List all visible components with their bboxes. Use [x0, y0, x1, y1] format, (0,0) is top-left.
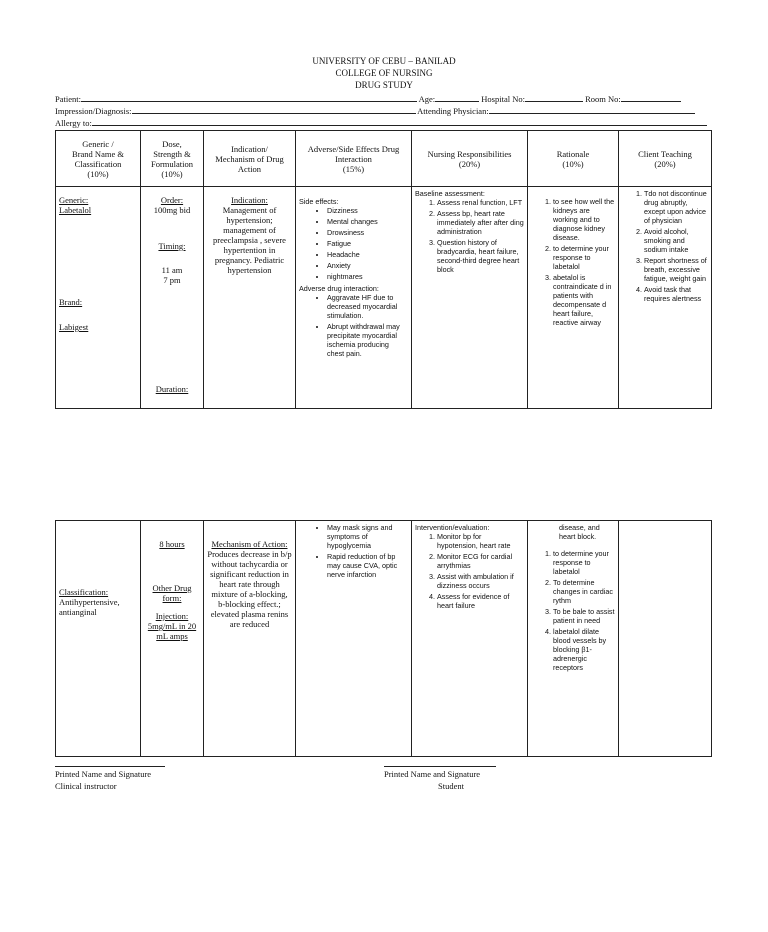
university-name: UNIVERSITY OF CEBU – BANILAD	[312, 56, 456, 66]
adverse-list-cont	[299, 523, 408, 579]
generic-label: Generic:	[59, 195, 89, 205]
table-row	[56, 187, 712, 409]
indication-label: Indication:	[231, 195, 268, 205]
drug-study-table-page2	[55, 520, 712, 757]
list-item: 1. to determine your response to labetalol	[553, 549, 615, 576]
list-item: 3. Assist with ambulation if dizziness occurs	[437, 572, 524, 590]
teaching-cell	[619, 187, 712, 409]
classification-label: Classification:	[59, 587, 109, 597]
dose-cell	[141, 187, 204, 409]
brand-label: Brand:	[59, 297, 83, 307]
dose-cell-cont	[141, 521, 204, 757]
list-item: 2. Assess bp, heart rate immediately after after ding administration	[437, 209, 524, 236]
classification-text: Antihypertensive, antianginal	[59, 597, 120, 617]
attending-label: Attending Physician:	[417, 106, 489, 116]
document-title: DRUG STUDY	[355, 80, 413, 90]
adverse-cell-cont	[296, 521, 412, 757]
list-item: 3. Report shortness of breath, excessive fatigue, weight gain	[644, 256, 708, 283]
timing-value-2: 7 pm	[163, 275, 181, 285]
allergy-label: Allergy to:	[55, 118, 92, 128]
signature-role-instructor: Clinical instructor	[55, 781, 117, 791]
list-item: 1. Monitor bp for hypotension, heart rate	[437, 532, 524, 550]
list-item: 1. to see how well the kidneys are working and to diagnose kidney disease.	[553, 197, 615, 242]
patient-label: Patient:	[55, 94, 81, 104]
injection-value: 5mg/mL in 20 mL amps	[147, 621, 197, 641]
impression-row	[55, 105, 695, 116]
rationale-continued: disease, and heart block.	[559, 523, 600, 541]
signature-label-instructor: Printed Name and Signature	[55, 769, 152, 779]
list-item: • Drowsiness	[327, 228, 408, 237]
col-rationale-header: Rationale (10%)	[528, 131, 619, 187]
col-generic-header: Generic / Brand Name & Classification (10%)	[56, 131, 141, 187]
list-item: • Anxiety	[327, 261, 408, 270]
indication-cell	[204, 187, 296, 409]
col-adverse-header: Adverse/Side Effects Drug Interaction (15%)	[296, 131, 412, 187]
col-indication-header: Indication/ Mechanism of Drug Action	[204, 131, 296, 187]
mechanism-label: Mechanism of Action:	[211, 539, 288, 549]
room-no-label: Room No:	[585, 94, 621, 104]
college-name: COLLEGE OF NURSING	[335, 68, 433, 78]
list-item: • May mask signs and symptoms of hypoglycemia	[327, 523, 408, 550]
col-teaching-header: Client Teaching (20%)	[619, 131, 712, 187]
list-item: 4. Assess for evidence of heart failure	[437, 592, 524, 610]
baseline-label: Baseline assessment:	[415, 189, 485, 198]
list-item: • Dizziness	[327, 206, 408, 215]
list-item: • Headache	[327, 250, 408, 259]
list-item: • Rapid reduction of bp may cause CVA, optic nerve infarction	[327, 552, 408, 579]
table-row	[56, 521, 712, 757]
side-effects-label: Side effects:	[299, 197, 339, 206]
list-item: • nightmares	[327, 272, 408, 281]
allergy-field[interactable]	[92, 117, 707, 126]
other-form-label: Other Drug form:	[152, 583, 192, 603]
col-nursing-header: Nursing Responsibilities (20%)	[412, 131, 528, 187]
signature-label-student: Printed Name and Signature	[384, 769, 481, 779]
duration-value: 8 hours	[159, 539, 185, 549]
duration-label: Duration:	[155, 384, 189, 394]
list-item: • Abrupt withdrawal may precipitate myocardial ischemia producing chest pain.	[327, 322, 408, 358]
indication-text: Management of hypertension; management of preeclampsia , severe hypertention in pregnancy. Pediatric hypertension	[213, 205, 286, 275]
list-item: 3. abetalol is contraindicate d in patients with decompensate d heart failure, reactive airway	[553, 273, 615, 327]
mechanism-cell	[204, 521, 296, 757]
list-item: 1. Tdo not discontinue drug abruptly, except upon advice of physician	[644, 189, 708, 225]
list-item: 2. to determine your response to labetalol	[553, 244, 615, 271]
brand-name: Labigest	[59, 322, 89, 332]
signature-line-student	[384, 766, 496, 767]
list-item: • Fatigue	[327, 239, 408, 248]
injection-label: Injection:	[155, 611, 189, 621]
adverse-label: Adverse drug interaction:	[299, 284, 379, 293]
attending-field[interactable]	[489, 105, 695, 114]
impression-label: Impression/Diagnosis:	[55, 106, 132, 116]
generic-cell	[56, 187, 141, 409]
nursing-cell-cont	[412, 521, 528, 757]
nursing-list	[415, 198, 524, 274]
col-dose-header: Dose, Strength & Formulation (10%)	[141, 131, 204, 187]
list-item: 2. Avoid alcohol, smoking and sodium intake	[644, 227, 708, 254]
header-row	[56, 131, 712, 187]
patient-row	[55, 93, 681, 104]
rationale-cell	[528, 187, 619, 409]
list-item: 2. Monitor ECG for cardial arrythmias	[437, 552, 524, 570]
list-item: • Mental changes	[327, 217, 408, 226]
age-field[interactable]	[435, 93, 479, 102]
teaching-cell-cont	[619, 521, 712, 757]
list-item: 2. To determine changes in cardiac rythm	[553, 578, 615, 605]
list-item: 4. Avoid task that requires alertness	[644, 285, 708, 303]
signature-role-student: Student	[438, 781, 464, 791]
hospital-no-field[interactable]	[525, 93, 583, 102]
list-item: 3. Question history of bradycardia, heart failure, second-third degree heart block	[437, 238, 524, 274]
intervention-label: Intervention/evaluation:	[415, 523, 490, 532]
age-label: Age:	[418, 94, 436, 104]
signature-line-instructor	[55, 766, 165, 767]
allergy-row	[55, 117, 707, 128]
timing-value-1: 11 am	[161, 265, 183, 275]
timing-label: Timing:	[158, 241, 186, 251]
order-value: 100mg bid	[153, 205, 191, 215]
nursing-cell	[412, 187, 528, 409]
drug-study-table-page1	[55, 130, 712, 409]
room-no-field[interactable]	[621, 93, 681, 102]
list-item: 3. To be bale to assist patient in need	[553, 607, 615, 625]
generic-name: Labetalol	[59, 205, 92, 215]
teaching-list	[622, 189, 708, 303]
list-item: 1. Assess renal function, LFT	[437, 198, 524, 207]
rationale-list-cont	[531, 549, 615, 672]
list-item: • Aggravate HF due to decreased myocardial stimulation.	[327, 293, 408, 320]
patient-field[interactable]	[81, 93, 417, 102]
impression-field[interactable]	[132, 105, 416, 114]
adverse-list	[299, 293, 408, 358]
mechanism-text: Produces decrease in b/p without tachycardia or significant reduction in heart rate through mixture of a-blocking, b-blocking effect.; elevated plasma renins are reduced	[207, 549, 292, 629]
hospital-no-label: Hospital No:	[481, 94, 525, 104]
order-label: Order:	[160, 195, 184, 205]
side-effects-list	[299, 206, 408, 281]
adverse-cell	[296, 187, 412, 409]
nursing-list-cont	[415, 532, 524, 610]
rationale-cell-cont	[528, 521, 619, 757]
list-item: 4. labetalol dilate blood vessels by blocking β1-adrenergic receptors	[553, 627, 615, 672]
rationale-list	[531, 197, 615, 327]
classification-cell	[56, 521, 141, 757]
